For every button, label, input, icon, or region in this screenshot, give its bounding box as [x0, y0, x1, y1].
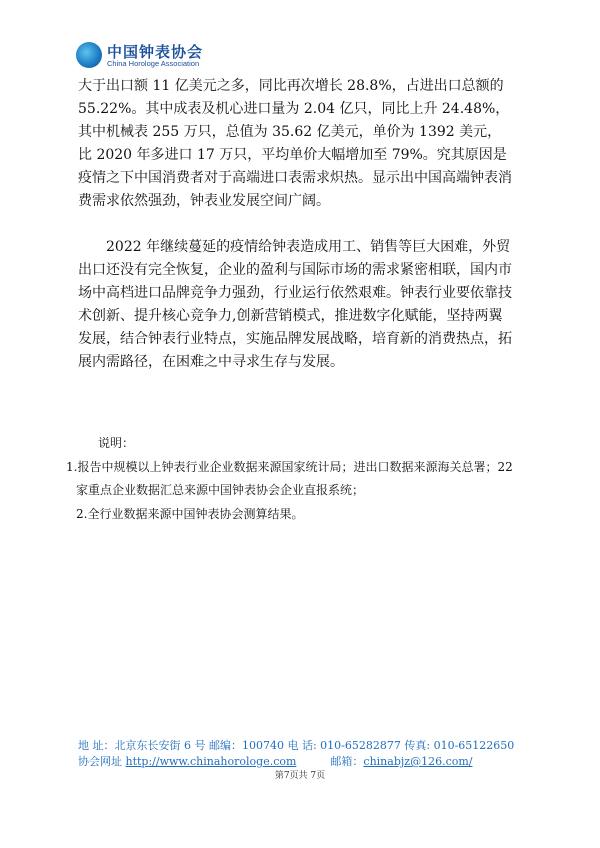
notes-item-2: 2.全行业数据来源中国钟表协会测算结果。 [76, 506, 304, 521]
globe-logo-icon [76, 42, 102, 68]
website-label: 协会网址 [78, 755, 126, 768]
email-link[interactable]: chinabjz@126.com/ [363, 755, 473, 768]
email-label: 邮箱： [330, 755, 364, 768]
footer-contact [78, 738, 538, 770]
page-number: 第7页共 7页 [274, 771, 326, 781]
footer-address: 地 址：北京东长安街 6 号 邮编：100740 电 话: 010-65282877 传真: 010-65122650 [78, 739, 515, 752]
notes-section [66, 432, 526, 526]
notes-item-1-line-1: 1.报告中规模以上钟表行业企业数据来源国家统计局；进出口数据来源海关总署；22 [66, 459, 513, 474]
body-paragraph-1: 大于出口额 11 亿美元之多，同比再次增长 28.8%，占进出口总额的 55.22%。其中成表及机心进口量为 2.04 亿只，同比上升 24.48%，其中机械表 255 万只，总值为 35.62 亿美元，单价为 1392 美元，比 2020 年多进口 17 万只，平均单价大幅增加至 79%。究其原因是疫情之下中国消费者对于高端进口表需求炽热。显示出中国高端钟表消费需求依然强劲，钟表业发展空间广阔。 [78, 78, 512, 209]
website-link[interactable]: http://www.chinahorologe.com [125, 755, 297, 768]
notes-title: 说明： [98, 436, 135, 450]
notes-item-1-line-2: 家重点企业数据汇总来源中国钟表协会企业直报系统； [76, 483, 365, 497]
body-paragraph-2: 2022 年继续蔓延的疫情给钟表造成用工、销售等巨大困难，外贸出口还没有完全恢复，企业的盈利与国际市场的需求紧密相联，国内市场中高档进口品牌竞争力强劲，行业运行依然艰难。钟表行业要依靠技术创新、提升核心竞争力,创新营销模式，推进数字化赋能，坚持两翼发展，结合钟表行业特点，实施品牌发展战略，培育新的消费热点，拓展内需路径，在困难之中寻求生存与发展。 [78, 239, 512, 370]
logo-english-name: China Horologe Association [107, 59, 200, 68]
header-logo [76, 42, 276, 72]
logo-chinese-name: 中国钟表协会 [107, 43, 204, 61]
